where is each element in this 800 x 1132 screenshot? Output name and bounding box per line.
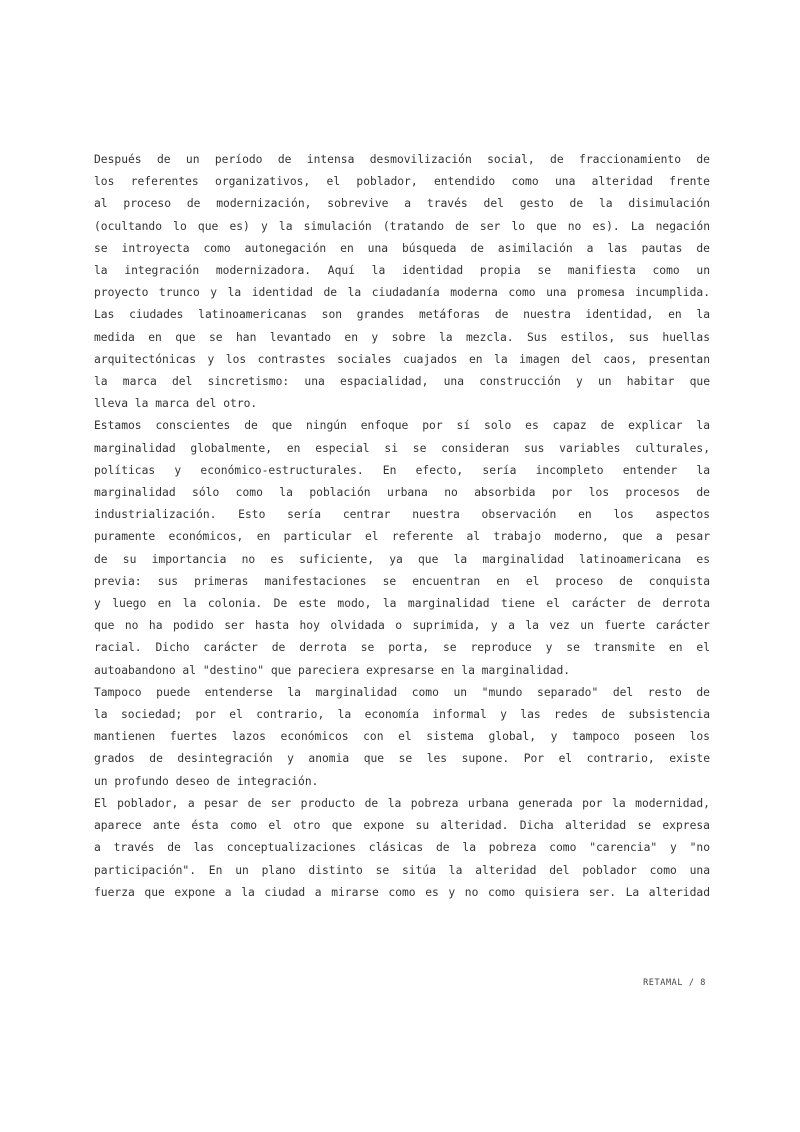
- text-line: marginalidad globalmente, en especial si se consideran sus variables culturales,: [94, 441, 710, 455]
- text-line: al proceso de modernización, sobrevive a través del gesto de la disimulación: [94, 197, 710, 211]
- text-line: autoabandono al "destino" que pareciera expresarse en la marginalidad.: [94, 663, 571, 677]
- paragraph: [94, 682, 710, 793]
- text-line: la sociedad; por el contrario, la economía informal y las redes de subsistencia: [94, 708, 710, 722]
- text-line: la integración modernizadora. Aquí la identidad propia se manifiesta como un: [94, 264, 710, 278]
- paragraph: [94, 415, 710, 681]
- text-line: Después de un período de intensa desmovilización social, de fraccionamiento de: [94, 153, 710, 166]
- body-text: [94, 149, 710, 904]
- text-line: mantienen fuertes lazos económicos con el sistema global, y tampoco poseen los: [94, 730, 710, 744]
- text-line: de su importancia no es suficiente, ya que la marginalidad latinoamericana es: [94, 552, 710, 566]
- paragraph: [94, 793, 710, 904]
- text-line: y luego en la colonia. De este modo, la marginalidad tiene el carácter de derrota: [94, 597, 710, 611]
- text-line: grados de desintegración y anomia que se les supone. Por el contrario, existe: [94, 752, 710, 766]
- text-line: proyecto trunco y la identidad de la ciudadanía moderna como una promesa incumplida.: [94, 286, 710, 300]
- text-line: El poblador, a pesar de ser producto de la pobreza urbana generada por la modernidad,: [94, 796, 710, 810]
- text-line: se introyecta como autonegación en una búsqueda de asimilación a las pautas de: [94, 241, 710, 255]
- text-line: Las ciudades latinoamericanas son grandes metáforas de nuestra identidad, en la: [94, 308, 710, 322]
- text-line: a través de las conceptualizaciones clásicas de la pobreza como "carencia" y "no: [94, 841, 710, 855]
- text-line: industrialización. Esto sería centrar nuestra observación en los aspectos: [94, 508, 710, 522]
- text-line: aparece ante ésta como el otro que expone su alteridad. Dicha alteridad se expresa: [94, 819, 710, 833]
- text-line: políticas y económico-estructurales. En efecto, sería incompleto entender la: [94, 463, 710, 477]
- text-line: un profundo deseo de integración.: [94, 774, 319, 788]
- text-line: la marca del sincretismo: una espacialidad, una construcción y un habitar que: [94, 375, 710, 389]
- text-line: racial. Dicho carácter de derrota se porta, se reproduce y se transmite en el: [94, 641, 710, 655]
- text-line: previa: sus primeras manifestaciones se encuentran en el proceso de conquista: [94, 574, 710, 588]
- text-line: arquitectónicas y los contrastes sociales cuajados en la imagen del caos, presentan: [94, 352, 710, 366]
- text-line: participación". En un plano distinto se sitúa la alteridad del poblador como una: [94, 863, 710, 877]
- text-line: Tampoco puede entenderse la marginalidad como un "mundo separado" del resto de: [94, 685, 710, 699]
- text-line: los referentes organizativos, el poblador, entendido como una alteridad frente: [94, 175, 710, 189]
- text-line: que no ha podido ser hasta hoy olvidada o suprimida, y a la vez un fuerte carácter: [94, 619, 710, 633]
- text-line: Estamos conscientes de que ningún enfoque por sí solo es capaz de explicar la: [94, 419, 710, 433]
- text-line: fuerza que expone a la ciudad a mirarse como es y no como quisiera ser. La alteridad: [94, 885, 710, 899]
- text-line: marginalidad sólo como la población urbana no absorbida por los procesos de: [94, 486, 710, 500]
- text-line: (ocultando lo que es) y la simulación (tratando de ser lo que no es). La negación: [94, 219, 710, 233]
- paragraph: [94, 149, 710, 415]
- text-line: lleva la marca del otro.: [94, 397, 258, 411]
- text-line: medida en que se han levantado en y sobre la mezcla. Sus estilos, sus huellas: [94, 330, 710, 344]
- text-line: puramente económicos, en particular el referente al trabajo moderno, que a pesar: [94, 530, 710, 544]
- page-footer: RETAMAL / 8: [643, 978, 706, 988]
